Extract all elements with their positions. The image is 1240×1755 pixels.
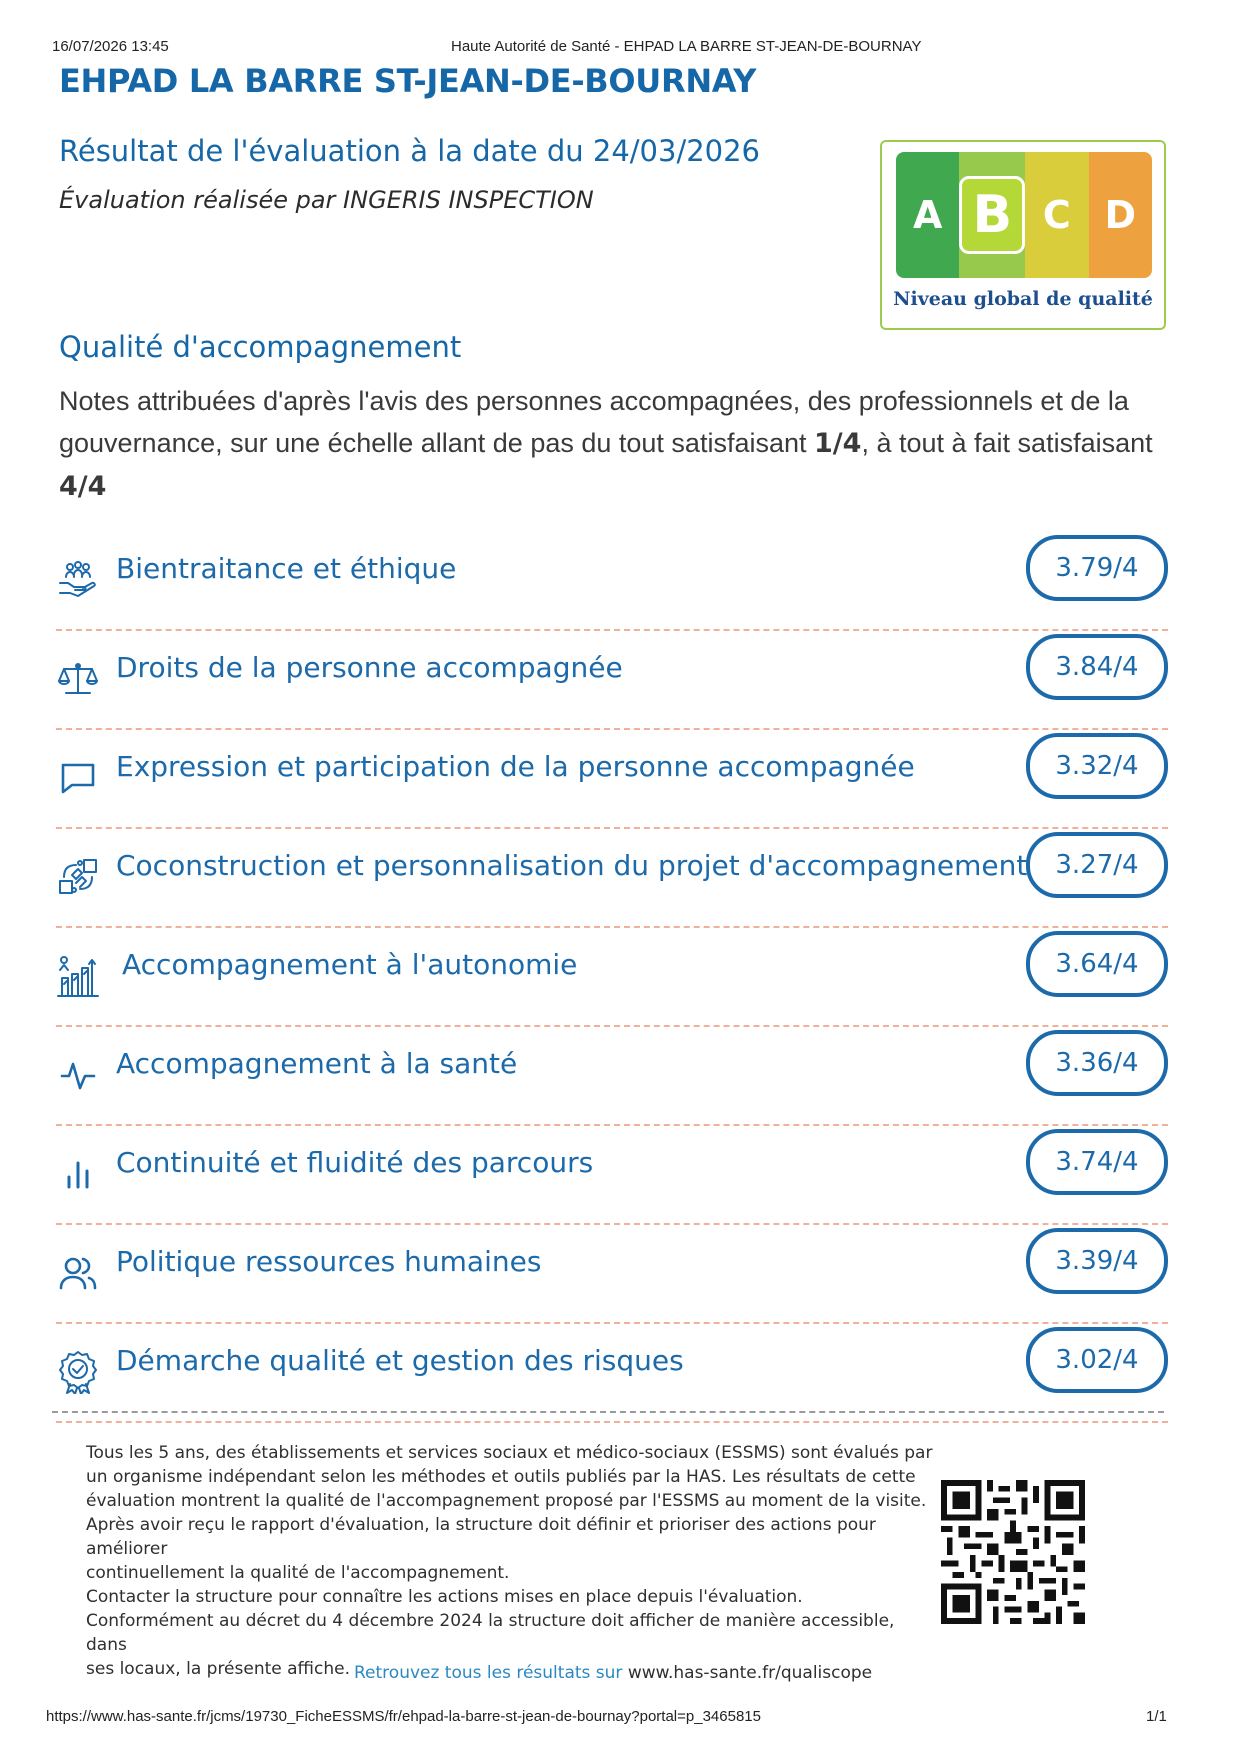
footer-divider — [52, 1411, 1164, 1413]
scale-max: 4/4 — [59, 471, 107, 502]
footer-text — [86, 1441, 936, 1681]
badge-check-icon — [56, 1350, 100, 1394]
criterion-row — [56, 829, 1168, 928]
criterion-row — [56, 532, 1168, 631]
quality-level-badge — [880, 140, 1166, 330]
criterion-score: 3.39/4 — [1026, 1228, 1168, 1294]
criterion-score: 3.02/4 — [1026, 1327, 1168, 1393]
scales-icon — [56, 657, 100, 701]
qr-code[interactable] — [941, 1480, 1085, 1624]
intro-text: Notes attribuées d'après l'avis des personnes accompagnées, des professionnels et de la gouvernance, sur une échelle allant de pas du tout satisfaisant — [59, 386, 1129, 458]
facility-name: EHPAD LA BARRE ST-JEAN-DE-BOURNAY — [59, 62, 757, 100]
criterion-row — [56, 730, 1168, 829]
criterion-label: Droits de la personne accompagnée — [116, 651, 623, 684]
users-icon — [56, 1251, 100, 1295]
people-in-hand-icon — [56, 558, 100, 602]
footer-line: Contacter la structure pour connaître les actions mises en place depuis l'évaluation. — [86, 1587, 803, 1607]
criterion-label: Accompagnement à l'autonomie — [122, 948, 578, 981]
results-link-line — [354, 1663, 872, 1683]
criterion-row — [56, 928, 1168, 1027]
criterion-row — [56, 1126, 1168, 1225]
criterion-score: 3.74/4 — [1026, 1129, 1168, 1195]
result-title: Résultat de l'évaluation à la date du 24/03/2026 — [59, 134, 761, 168]
criterion-score: 3.36/4 — [1026, 1030, 1168, 1096]
footer-line: Conformément au décret du 4 décembre 2024 la structure doit afficher de manière accessible, dans — [86, 1611, 895, 1655]
results-link-text: Retrouvez tous les résultats sur — [354, 1663, 623, 1683]
print-page-number: 1/1 — [1146, 1708, 1167, 1725]
quality-scale — [896, 152, 1152, 278]
criterion-score: 3.32/4 — [1026, 733, 1168, 799]
growth-chart-icon — [56, 954, 100, 998]
speech-bubble-icon — [56, 756, 100, 800]
quality-badge-label: Niveau global de qualité — [893, 288, 1153, 310]
bar-chart-icon — [56, 1152, 100, 1196]
criterion-label: Coconstruction et personnalisation du projet d'accompagnement — [116, 849, 1028, 882]
print-page-url: https://www.has-sante.fr/jcms/19730_FicheESSMS/fr/ehpad-la-barre-st-jean-de-bournay?portal=p_3465815 — [46, 1708, 761, 1725]
qualiscope-link[interactable]: www.has-sante.fr/qualiscope — [627, 1663, 873, 1683]
criterion-score: 3.27/4 — [1026, 832, 1168, 898]
criterion-row — [56, 1027, 1168, 1126]
footer-line: ses locaux, la présente affiche. — [86, 1659, 350, 1679]
footer-line: continuellement la qualité de l'accompagnement. — [86, 1563, 510, 1583]
level-c: C — [1025, 152, 1088, 278]
footer-line: Tous les 5 ans, des établissements et services sociaux et médico-sociaux (ESSMS) sont évalués par — [86, 1443, 933, 1463]
print-site-title: Haute Autorité de Santé - EHPAD LA BARRE ST-JEAN-DE-BOURNAY — [451, 38, 922, 55]
criterion-score: 3.64/4 — [1026, 931, 1168, 997]
criterion-row — [56, 1225, 1168, 1324]
criteria-list — [56, 532, 1168, 1423]
section-intro — [59, 380, 1179, 508]
criterion-label: Continuité et fluidité des parcours — [116, 1146, 594, 1179]
criterion-label: Expression et participation de la personne accompagnée — [116, 750, 915, 783]
footer-line: évaluation montrent la qualité de l'accompagnement proposé par l'ESSMS au moment de la visite. — [86, 1491, 927, 1511]
pulse-icon — [56, 1053, 100, 1097]
scale-min: 1/4 — [814, 428, 862, 459]
criterion-label: Démarche qualité et gestion des risques — [116, 1344, 684, 1377]
criterion-row — [56, 1324, 1168, 1423]
footer-line: un organisme indépendant selon les méthodes et outils publiés par la HAS. Les résultats de cette — [86, 1467, 916, 1487]
criterion-score: 3.79/4 — [1026, 535, 1168, 601]
level-b-selected — [959, 152, 1025, 278]
criterion-label: Politique ressources humaines — [116, 1245, 542, 1278]
section-title: Qualité d'accompagnement — [59, 330, 462, 364]
criterion-score: 3.84/4 — [1026, 634, 1168, 700]
evaluator: Évaluation réalisée par INGERIS INSPECTION — [59, 186, 594, 214]
selected-level: B — [959, 176, 1025, 254]
footer-line: Après avoir reçu le rapport d'évaluation, la structure doit définir et prioriser des actions pour améliorer — [86, 1515, 876, 1559]
level-d: D — [1089, 152, 1152, 278]
print-datetime: 16/07/2026 13:45 — [52, 38, 169, 55]
intro-mid: , à tout à fait satisfaisant — [861, 428, 1153, 458]
criterion-row — [56, 631, 1168, 730]
criterion-label: Bientraitance et éthique — [116, 552, 457, 585]
level-a: A — [896, 152, 959, 278]
collaboration-icon — [56, 855, 100, 899]
criterion-label: Accompagnement à la santé — [116, 1047, 518, 1080]
